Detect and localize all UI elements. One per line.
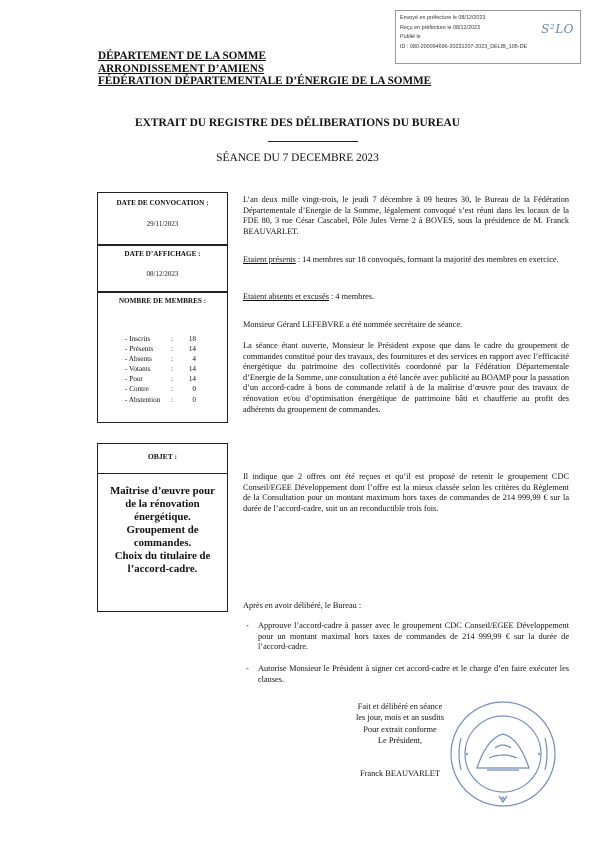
membres-row xyxy=(125,395,196,405)
paragraph-presents xyxy=(243,255,569,266)
decision-authorize-text: Autorise Monsieur le Président à signer cet accord-cadre et le charge d’en faire exécuter les clauses. xyxy=(258,664,569,684)
header-arrondissement: ARRONDISSEMENT D’AMIENS xyxy=(98,62,265,75)
membres-row xyxy=(125,384,196,394)
membres-row-value: 14 xyxy=(188,345,196,354)
membres-row-colon: : xyxy=(171,365,173,374)
objet-line: l’accord-cadre. xyxy=(127,563,198,575)
signature-line-1: Fait et délibéré en séance xyxy=(357,702,443,711)
list-dash: - xyxy=(246,664,249,673)
seance-date: SÉANCE DU 7 DECEMBRE 2023 xyxy=(216,152,379,164)
decision-approve xyxy=(246,621,569,653)
membres-row-label: - Abstention xyxy=(125,395,161,404)
absents-text: : 4 membres. xyxy=(328,292,375,301)
membres-row-colon: : xyxy=(171,375,173,384)
s2lo-logo: S²LO xyxy=(541,22,574,36)
paragraph-offres: Il indique que 2 offres ont été reçues et qu’il est proposé de retenir le groupement CDC Conseil/EGEE Développement dont l’offre est la mieux classée selon les critères du Règlement de la Consultation pour un montant maximum hors taxes de commandes de 214 999,99 € sur la durée de l’accord-cadre, soit un an reconductible trois fois. xyxy=(243,472,569,513)
signature-line-3: Pour extrait conforme xyxy=(363,724,437,734)
membres-row-label: - Absents xyxy=(125,355,152,364)
objet-line: Groupement de xyxy=(126,524,199,536)
list-dash: - xyxy=(246,621,249,630)
objet-box xyxy=(97,443,228,612)
affichage-date: 08/12/2023 xyxy=(146,270,179,278)
objet-divider xyxy=(98,473,227,474)
decision-approve-text: Approuve l’accord-cadre à passer avec le groupement CDC Conseil/EGEE Développement pour un montant maximal hors taxes de commandes de 214 999,99 € sur la durée de l’accord-cadre. xyxy=(258,621,569,652)
absents-label: Etaient absents et excusés xyxy=(243,292,329,301)
membres-list xyxy=(125,334,196,405)
header-departement: DÉPARTEMENT DE LA SOMME xyxy=(98,50,266,62)
stamp-line-id: ID : 080-200094696-20231207-2023_DELIB_105-DE xyxy=(400,43,528,50)
membres-box xyxy=(97,292,228,423)
affichage-label: DATE D’AFFICHAGE : xyxy=(124,250,201,258)
membres-row-value: 14 xyxy=(188,365,196,374)
paragraph-absents xyxy=(243,292,569,303)
membres-row-value: 18 xyxy=(188,335,196,343)
membres-row-label: - Pour xyxy=(125,375,143,384)
stamp-line-sent: Envoyé en préfecture le 08/12/2023 xyxy=(400,15,486,21)
paragraph-expose: La séance étant ouverte, Monsieur le Président expose que dans le cadre du groupement de commandes constitué pour des travaux, des fournitures et des services en rapport avec l’efficacité énergétique du patrimoine des collectivités coordonné par la Fédération Départementale d’Energie de la Somme, une consultation a été lancée avec publicité au BOAMP pour la passation d’un accord-cadre à bons de commande relatif à de la maîtrise d’œuvre pour des travaux de rénovation et/ou d’optimisation énergétique de patrimoine bâti et chaufferie au profit des adhérents du groupement de commandes. xyxy=(243,341,569,414)
membres-row-value: 0 xyxy=(192,385,196,394)
convocation-date: 29/11/2023 xyxy=(146,220,179,228)
membres-row xyxy=(125,334,196,344)
membres-row xyxy=(125,364,196,374)
official-seal-icon xyxy=(447,698,559,810)
membres-row-colon: : xyxy=(171,345,173,354)
paragraph-preamble: L’an deux mille vingt-trois, le jeudi 7 décembre à 09 heures 30, le Bureau de la Fédération Départementale d’Energie de la Somme, légalement convoqué s’est réuni dans les locaux de la FDE 80, 3 rue César Cascabel, Pôle Jules Verne 2 à BOVES, sous la présidence de M. Franck BEAUVARLET. xyxy=(243,195,569,236)
signature-name: Franck BEAUVARLET xyxy=(359,768,441,778)
presents-label: Etaient présents xyxy=(243,255,296,264)
membres-row xyxy=(125,344,196,354)
objet-text xyxy=(98,485,227,576)
stamp-line-published: Publié le xyxy=(400,34,421,41)
objet-line: Maîtrise d’œuvre pour xyxy=(110,485,215,497)
membres-row-colon: : xyxy=(171,395,173,404)
membres-row-colon: : xyxy=(171,385,173,394)
membres-row-value: 4 xyxy=(192,355,196,364)
objet-line: énergétique. xyxy=(134,511,191,523)
objet-line: de la rénovation xyxy=(125,498,200,510)
convocation-box xyxy=(97,192,228,245)
decision-authorize xyxy=(246,664,569,685)
membres-row-label: - Présents xyxy=(125,345,154,354)
document-title: EXTRAIT DU REGISTRE DES DÉLIBERATIONS DU BUREAU xyxy=(135,117,460,129)
objet-line: commandes. xyxy=(133,537,192,549)
membres-label: NOMBRE DE MEMBRES : xyxy=(118,297,207,305)
objet-line: Choix du titulaire de xyxy=(114,550,211,562)
membres-row xyxy=(125,354,196,364)
document-header xyxy=(98,50,431,88)
signature-title: Le Président, xyxy=(377,736,423,746)
signature-line-2: les jour, mois et an susdits xyxy=(355,713,445,723)
affichage-box xyxy=(97,245,228,292)
membres-row-colon: : xyxy=(171,335,173,343)
paragraph-deliberation: Après en avoir délibéré, le Bureau : xyxy=(243,601,362,610)
membres-row xyxy=(125,374,196,384)
membres-row-label: - Votants xyxy=(125,365,151,374)
presents-text: : 14 membres sur 18 convoqués, formant la majorité des membres en exercice. xyxy=(295,255,559,264)
header-federation: FÉDÉRATION DÉPARTEMENTALE D’ÉNERGIE DE LA SOMME xyxy=(98,75,432,88)
membres-row-label: - Contre xyxy=(125,385,149,394)
paragraph-secretaire: Monsieur Gérard LEFEBVRE a été nommée secrétaire de séance. xyxy=(243,320,463,329)
convocation-label: DATE DE CONVOCATION : xyxy=(116,199,209,207)
objet-label: OBJET : xyxy=(147,452,178,461)
membres-row-value: 14 xyxy=(188,375,196,384)
membres-row-value: 0 xyxy=(192,395,196,404)
membres-row-label: - Inscrits xyxy=(125,335,151,343)
title-divider xyxy=(268,141,358,142)
stamp-line-received: Reçu en préfecture le 08/12/2023 xyxy=(400,24,481,31)
membres-row-colon: : xyxy=(171,355,173,364)
